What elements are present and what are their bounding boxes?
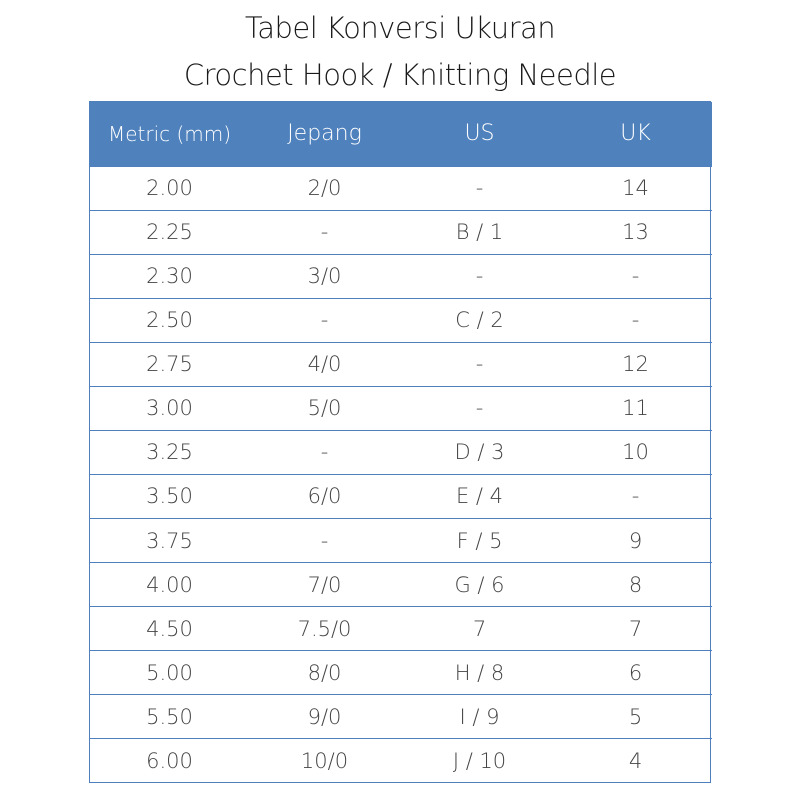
cell-metric: 4.50	[146, 616, 193, 641]
cell-metric: 4.00	[146, 572, 193, 597]
cell-metric: 3.25	[146, 440, 193, 465]
cell-jepang: -	[320, 528, 329, 553]
cell-uk: 9	[628, 528, 643, 553]
cell-us: -	[475, 176, 484, 201]
cell-uk: 4	[628, 748, 643, 773]
cell-us: -	[475, 396, 484, 421]
cell-metric: 3.50	[146, 484, 193, 509]
table-row	[90, 519, 712, 563]
cell-uk: 8	[628, 572, 643, 597]
cell-uk: -	[631, 264, 640, 289]
table-row	[90, 695, 712, 739]
cell-metric: 2.50	[146, 308, 193, 333]
cell-metric: 2.30	[146, 264, 193, 289]
cell-jepang: 8/0	[307, 660, 342, 685]
table-row	[90, 430, 712, 474]
cell-metric: 3.75	[146, 528, 193, 553]
cell-jepang: 7.5/0	[297, 616, 352, 641]
cell-uk: 6	[628, 660, 643, 685]
cell-jepang: 9/0	[307, 704, 342, 729]
cell-uk: 14	[622, 176, 649, 201]
page-title: Tabel Konversi Ukuran	[244, 11, 556, 45]
table-row	[90, 607, 712, 651]
cell-jepang: -	[320, 440, 329, 465]
cell-us: F / 5	[456, 528, 503, 553]
cell-uk: 10	[622, 440, 649, 465]
table-row	[90, 651, 712, 695]
cell-us: 7	[472, 616, 487, 641]
cell-metric: 3.00	[146, 396, 193, 421]
table-row	[90, 386, 712, 430]
cell-us: H / 8	[454, 660, 505, 685]
table-row	[90, 254, 712, 298]
table-row	[90, 342, 712, 386]
cell-jepang: 10/0	[300, 748, 349, 773]
header-metric: Metric (mm)	[107, 121, 232, 146]
table-body	[90, 166, 712, 782]
cell-jepang: 7/0	[307, 572, 342, 597]
cell-uk: 7	[628, 616, 643, 641]
cell-us: I / 9	[459, 704, 500, 729]
table-row	[90, 474, 712, 518]
cell-metric: 2.00	[146, 176, 193, 201]
cell-metric: 5.00	[146, 660, 193, 685]
conversion-table-grid	[90, 102, 712, 782]
cell-us: D / 3	[454, 440, 505, 465]
cell-jepang: 5/0	[307, 396, 342, 421]
cell-metric: 6.00	[146, 748, 193, 773]
cell-uk: 5	[628, 704, 643, 729]
cell-uk: 11	[622, 396, 649, 421]
cell-uk: 13	[622, 220, 649, 245]
cell-uk: -	[631, 308, 640, 333]
cell-uk: 12	[622, 352, 649, 377]
table-row	[90, 739, 712, 782]
cell-us: J / 10	[452, 748, 507, 773]
cell-metric: 5.50	[146, 704, 193, 729]
conversion-table	[89, 101, 711, 783]
cell-us: E / 4	[455, 484, 504, 509]
cell-jepang: -	[320, 308, 329, 333]
cell-us: C / 2	[455, 308, 504, 333]
cell-us: -	[475, 352, 484, 377]
cell-us: -	[475, 264, 484, 289]
header-us: US	[464, 121, 495, 147]
cell-jepang: 4/0	[307, 352, 342, 377]
cell-jepang: 3/0	[307, 264, 342, 289]
cell-jepang: 6/0	[307, 484, 342, 509]
cell-uk: -	[631, 484, 640, 509]
table-row	[90, 298, 712, 342]
header-jepang: Jepang	[287, 121, 362, 147]
table-header	[90, 102, 712, 166]
page-subtitle: Crochet Hook / Knitting Needle	[183, 58, 617, 92]
cell-metric: 2.25	[146, 220, 193, 245]
table-row	[90, 563, 712, 607]
table-row	[90, 166, 712, 210]
cell-jepang: 2/0	[307, 176, 342, 201]
cell-us: G / 6	[454, 572, 505, 597]
cell-jepang: -	[320, 220, 329, 245]
cell-us: B / 1	[455, 220, 504, 245]
cell-metric: 2.75	[146, 352, 193, 377]
header-uk: UK	[620, 121, 651, 147]
table-header-row	[90, 102, 712, 166]
table-row	[90, 210, 712, 254]
